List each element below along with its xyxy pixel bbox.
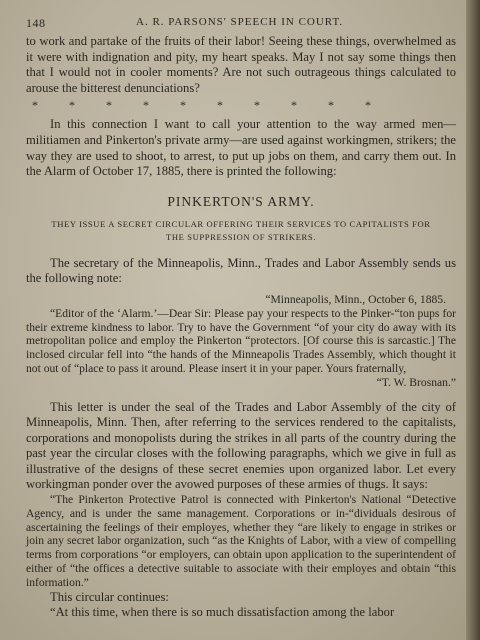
circular-continues: This circular continues: [50, 589, 169, 604]
book-gutter-shadow [466, 0, 480, 640]
running-title: A. R. PARSONS' SPEECH IN COURT. [136, 16, 344, 28]
letter-body: “Editor of the ‘Alarm.’—Dear Sir: Please pay your respects to the Pinker-“ton pups for their extreme kindness to labor. Try to have the Government “of your city do away with its metropolitan police and employ the Pinkerton “protectors. [Of course this is sarcastic.] The inclosed circular fell into “the hands of the Minneapolis Trades Assembly, which thought it not out of “place to pass it around. Please insert it in your paper. Yours fraternally, [26, 306, 456, 375]
paragraph-continuation: to work and partake of the fruits of their labor! Seeing these things, overwhelmed as it were with indignation and pity, my heart speaks. May I not say some things then that I would not in cooler moments? Are not such outrageous things calculated to arouse the bitterest denunciations? [26, 34, 456, 95]
article-subtitle [26, 218, 456, 244]
page-content [26, 12, 456, 621]
article-intro: The secretary of the Minneapolis, Minn., Trades and Labor Assembly sends us the following note: [26, 255, 456, 286]
page-header [26, 12, 456, 34]
page-number: 148 [26, 16, 46, 30]
section-break-stars: * * * * * * * * * * [32, 98, 372, 113]
circular-quote [26, 493, 456, 590]
article-title: PINKERTON'S ARMY. [167, 193, 315, 209]
article-subtitle-line2: THE SUPPRESSION OF STRIKERS. [165, 231, 317, 242]
article-subtitle-line1: THEY ISSUE A SECRET CIRCULAR OFFERING THEIR SERVICES TO CAPITALISTS FOR [51, 218, 431, 229]
letter-dateline: “Minneapolis, Minn., October 6, 1885. [265, 292, 446, 306]
letter-signature: “T. W. Brosnan.” [376, 375, 456, 389]
paragraph-circular: This letter is under the seal of the Trades and Labor Assembly of the city of Minneapolis, Minn. Then, after referring to the services rendered to the capitalists, corporations and monopolists during the strikes in all parts of the country during the past year the circular closes with the following paragraphs, which we give in full as illustrative of the designs of these secret enemies upon organized labor. Let every workingman ponder over the avowed purposes of these armies of thugs. It says: [26, 399, 456, 492]
last-line: “At this time, when there is so much dissatisfaction among the labor [50, 605, 395, 620]
paragraph-pinkerton-intro: In this connection I want to call your attention to the way armed men—militiamen and Pinkerton's private army—are used against workingmen, strikers; the way they are used to shoot, to arrest, to put up jobs on them, and carry them out. In the Alarm of October 17, 1885, there is printed the following: [26, 117, 456, 179]
letter-block [26, 293, 456, 390]
circular-quote-text: “The Pinkerton Protective Patrol is connected with Pinkerton's National “Detective Agency, and is under the same management. Corporations or in-“dividuals desirous of ascertaining the feelings of their employes, whether they “are likely to engage in strikes or join any secret labor organization, such “as the Knights of Labor, with a view of compelling terms from corporations “or employers, can obtain upon application to the superintendent of either of “the offices a detective suitable to associate with their employes and obtain “this information.” [26, 493, 456, 589]
